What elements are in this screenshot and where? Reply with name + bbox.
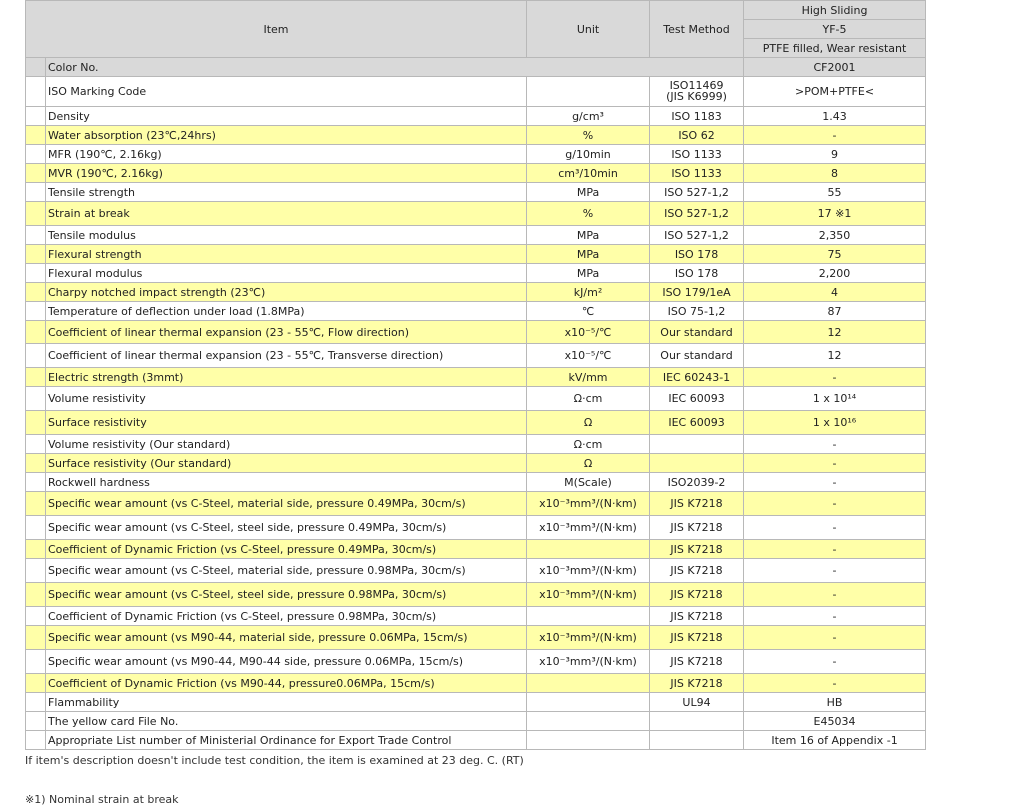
table-row xyxy=(26,387,926,411)
row-test-method: IEC 60093 xyxy=(650,411,744,435)
row-unit: g/10min xyxy=(527,145,650,164)
iso-method-line2: (JIS K6999) xyxy=(666,90,727,103)
row-unit: ℃ xyxy=(527,302,650,321)
row-value: - xyxy=(744,473,926,492)
row-value: 8 xyxy=(744,164,926,183)
row-unit: Ω·cm xyxy=(527,435,650,454)
row-test-method: JIS K7218 xyxy=(650,559,744,583)
row-item: Tensile modulus xyxy=(46,226,527,245)
row-item: Charpy notched impact strength (23℃) xyxy=(46,283,527,302)
row-item: Coefficient of Dynamic Friction (vs C-Steel, pressure 0.98MPa, 30cm/s) xyxy=(46,607,527,626)
row-unit: MPa xyxy=(527,264,650,283)
row-test-method: JIS K7218 xyxy=(650,650,744,674)
row-test-method: JIS K7218 xyxy=(650,540,744,559)
row-marker xyxy=(26,245,46,264)
row-unit: x10⁻³mm³/(N·km) xyxy=(527,583,650,607)
row-unit: % xyxy=(527,126,650,145)
iso-method-line1: ISO11469 xyxy=(669,79,724,92)
row-item: Electric strength (3mmt) xyxy=(46,368,527,387)
table-row xyxy=(26,712,926,731)
iso-unit xyxy=(527,77,650,107)
row-marker xyxy=(26,473,46,492)
table-row xyxy=(26,626,926,650)
row-marker xyxy=(26,302,46,321)
table-row xyxy=(26,321,926,344)
row-test-method xyxy=(650,712,744,731)
row-marker xyxy=(26,145,46,164)
row-item: Temperature of deflection under load (1.8MPa) xyxy=(46,302,527,321)
row-item: Specific wear amount (vs C-Steel, material side, pressure 0.98MPa, 30cm/s) xyxy=(46,559,527,583)
color-row xyxy=(26,58,926,77)
row-marker xyxy=(26,626,46,650)
row-value: 55 xyxy=(744,183,926,202)
row-marker xyxy=(26,283,46,302)
spec-table xyxy=(25,0,926,750)
row-item: Coefficient of linear thermal expansion (23 - 55℃, Flow direction) xyxy=(46,321,527,344)
row-item: Specific wear amount (vs M90-44, material side, pressure 0.06MPa, 15cm/s) xyxy=(46,626,527,650)
table-row xyxy=(26,454,926,473)
row-test-method xyxy=(650,731,744,750)
row-unit: g/cm³ xyxy=(527,107,650,126)
table-row xyxy=(26,650,926,674)
row-test-method: ISO 178 xyxy=(650,264,744,283)
row-test-method: ISO 527-1,2 xyxy=(650,183,744,202)
iso-method xyxy=(650,77,744,107)
row-marker xyxy=(26,674,46,693)
row-test-method: JIS K7218 xyxy=(650,492,744,516)
row-test-method: Our standard xyxy=(650,321,744,344)
table-row xyxy=(26,693,926,712)
iso-value: >POM+PTFE< xyxy=(744,77,926,107)
row-test-method: ISO 62 xyxy=(650,126,744,145)
row-item: Density xyxy=(46,107,527,126)
header-unit: Unit xyxy=(527,1,650,58)
row-marker xyxy=(26,693,46,712)
row-marker xyxy=(26,454,46,473)
row-item: Water absorption (23℃,24hrs) xyxy=(46,126,527,145)
table-row xyxy=(26,264,926,283)
row-marker xyxy=(26,492,46,516)
row-test-method: JIS K7218 xyxy=(650,674,744,693)
row-value: - xyxy=(744,607,926,626)
row-test-method: IEC 60243-1 xyxy=(650,368,744,387)
row-marker xyxy=(26,559,46,583)
table-row xyxy=(26,607,926,626)
row-value: - xyxy=(744,454,926,473)
row-marker xyxy=(26,387,46,411)
row-test-method: ISO 178 xyxy=(650,245,744,264)
row-test-method: ISO 527-1,2 xyxy=(650,226,744,245)
row-test-method: JIS K7218 xyxy=(650,607,744,626)
row-unit: x10⁻³mm³/(N·km) xyxy=(527,626,650,650)
row-marker xyxy=(26,650,46,674)
table-row xyxy=(26,674,926,693)
row-test-method: ISO 1133 xyxy=(650,145,744,164)
row-value: 2,200 xyxy=(744,264,926,283)
row-test-method xyxy=(650,435,744,454)
header-test-method: Test Method xyxy=(650,1,744,58)
row-test-method: ISO 1183 xyxy=(650,107,744,126)
row-unit: Ω xyxy=(527,454,650,473)
table-row xyxy=(26,145,926,164)
row-unit xyxy=(527,693,650,712)
row-marker xyxy=(26,107,46,126)
row-unit: x10⁻³mm³/(N·km) xyxy=(527,492,650,516)
table-row xyxy=(26,540,926,559)
row-unit xyxy=(527,607,650,626)
row-marker xyxy=(26,164,46,183)
row-test-method: UL94 xyxy=(650,693,744,712)
row-marker xyxy=(26,126,46,145)
row-marker xyxy=(26,58,46,77)
row-item: MFR (190℃, 2.16kg) xyxy=(46,145,527,164)
row-value: 2,350 xyxy=(744,226,926,245)
row-test-method: JIS K7218 xyxy=(650,626,744,650)
row-item: Coefficient of Dynamic Friction (vs M90-44, pressure0.06MPa, 15cm/s) xyxy=(46,674,527,693)
table-row xyxy=(26,183,926,202)
table-row xyxy=(26,473,926,492)
row-item: Rockwell hardness xyxy=(46,473,527,492)
row-value: - xyxy=(744,492,926,516)
color-value: CF2001 xyxy=(744,58,926,77)
color-label: Color No. xyxy=(46,58,744,77)
row-test-method: JIS K7218 xyxy=(650,516,744,540)
row-item: Tensile strength xyxy=(46,183,527,202)
row-value: Item 16 of Appendix -1 xyxy=(744,731,926,750)
table-row xyxy=(26,516,926,540)
row-unit: x10⁻³mm³/(N·km) xyxy=(527,516,650,540)
row-value: 17 ※1 xyxy=(744,202,926,226)
row-unit: kV/mm xyxy=(527,368,650,387)
row-value: 4 xyxy=(744,283,926,302)
header-grade-group: High Sliding xyxy=(744,1,926,20)
row-value: - xyxy=(744,368,926,387)
row-item: MVR (190℃, 2.16kg) xyxy=(46,164,527,183)
row-unit: MPa xyxy=(527,226,650,245)
row-marker xyxy=(26,77,46,107)
table-row xyxy=(26,559,926,583)
row-value: 75 xyxy=(744,245,926,264)
row-marker xyxy=(26,202,46,226)
row-item: Appropriate List number of Ministerial Ordinance for Export Trade Control xyxy=(46,731,527,750)
row-value: 12 xyxy=(744,344,926,368)
footnote-2: ※1) Nominal strain at break xyxy=(25,793,179,806)
iso-row xyxy=(26,77,926,107)
row-item: Coefficient of Dynamic Friction (vs C-Steel, pressure 0.49MPa, 30cm/s) xyxy=(46,540,527,559)
row-value: 1 x 10¹⁶ xyxy=(744,411,926,435)
row-unit xyxy=(527,712,650,731)
row-unit: Ω xyxy=(527,411,650,435)
row-test-method: JIS K7218 xyxy=(650,583,744,607)
row-unit: x10⁻³mm³/(N·km) xyxy=(527,650,650,674)
table-row xyxy=(26,435,926,454)
row-item: Specific wear amount (vs C-Steel, steel side, pressure 0.49MPa, 30cm/s) xyxy=(46,516,527,540)
row-value: - xyxy=(744,674,926,693)
header-item: Item xyxy=(26,1,527,58)
row-marker xyxy=(26,712,46,731)
row-value: - xyxy=(744,559,926,583)
row-item: Volume resistivity (Our standard) xyxy=(46,435,527,454)
header-grade-desc: PTFE filled, Wear resistant xyxy=(744,39,926,58)
row-marker xyxy=(26,264,46,283)
row-test-method: Our standard xyxy=(650,344,744,368)
row-marker xyxy=(26,516,46,540)
row-marker xyxy=(26,583,46,607)
table-row xyxy=(26,731,926,750)
table-row xyxy=(26,283,926,302)
table-row xyxy=(26,583,926,607)
table-row xyxy=(26,245,926,264)
row-test-method xyxy=(650,454,744,473)
row-marker xyxy=(26,368,46,387)
row-item: Surface resistivity (Our standard) xyxy=(46,454,527,473)
row-test-method: ISO 1133 xyxy=(650,164,744,183)
row-marker xyxy=(26,435,46,454)
table-row xyxy=(26,202,926,226)
row-value: - xyxy=(744,650,926,674)
table-row xyxy=(26,126,926,145)
row-marker xyxy=(26,607,46,626)
row-unit: MPa xyxy=(527,183,650,202)
table-row xyxy=(26,107,926,126)
row-marker xyxy=(26,321,46,344)
row-item: Surface resistivity xyxy=(46,411,527,435)
row-test-method: ISO 75-1,2 xyxy=(650,302,744,321)
row-test-method: IEC 60093 xyxy=(650,387,744,411)
row-item: Flexural modulus xyxy=(46,264,527,283)
row-value: 1 x 10¹⁴ xyxy=(744,387,926,411)
table-row xyxy=(26,368,926,387)
row-marker xyxy=(26,540,46,559)
row-value: 12 xyxy=(744,321,926,344)
table-row xyxy=(26,344,926,368)
row-unit: x10⁻³mm³/(N·km) xyxy=(527,559,650,583)
row-value: E45034 xyxy=(744,712,926,731)
row-value: 87 xyxy=(744,302,926,321)
row-item: Specific wear amount (vs C-Steel, material side, pressure 0.49MPa, 30cm/s) xyxy=(46,492,527,516)
row-unit: % xyxy=(527,202,650,226)
row-test-method: ISO2039-2 xyxy=(650,473,744,492)
row-test-method: ISO 527-1,2 xyxy=(650,202,744,226)
row-item: Flexural strength xyxy=(46,245,527,264)
row-unit: kJ/m² xyxy=(527,283,650,302)
row-item: Volume resistivity xyxy=(46,387,527,411)
footnote: If item's description doesn't include test condition, the item is examined at 23 deg. C. (RT) xyxy=(25,754,524,767)
row-marker xyxy=(26,226,46,245)
row-unit: Ω·cm xyxy=(527,387,650,411)
iso-label: ISO Marking Code xyxy=(46,77,527,107)
row-unit: MPa xyxy=(527,245,650,264)
row-item: The yellow card File No. xyxy=(46,712,527,731)
row-item: Flammability xyxy=(46,693,527,712)
row-value: - xyxy=(744,516,926,540)
row-value: - xyxy=(744,583,926,607)
row-unit xyxy=(527,674,650,693)
row-test-method: ISO 179/1eA xyxy=(650,283,744,302)
table-row xyxy=(26,492,926,516)
table-row xyxy=(26,226,926,245)
row-value: 1.43 xyxy=(744,107,926,126)
row-unit xyxy=(527,540,650,559)
row-item: Coefficient of linear thermal expansion (23 - 55℃, Transverse direction) xyxy=(46,344,527,368)
row-value: - xyxy=(744,540,926,559)
row-unit: cm³/10min xyxy=(527,164,650,183)
row-value: - xyxy=(744,126,926,145)
row-value: - xyxy=(744,626,926,650)
row-marker xyxy=(26,731,46,750)
table-row xyxy=(26,164,926,183)
row-value: - xyxy=(744,435,926,454)
row-unit xyxy=(527,731,650,750)
row-value: HB xyxy=(744,693,926,712)
row-unit: M(Scale) xyxy=(527,473,650,492)
row-item: Specific wear amount (vs C-Steel, steel side, pressure 0.98MPa, 30cm/s) xyxy=(46,583,527,607)
row-value: 9 xyxy=(744,145,926,164)
row-marker xyxy=(26,411,46,435)
table-row xyxy=(26,411,926,435)
row-marker xyxy=(26,344,46,368)
row-unit: x10⁻⁵/℃ xyxy=(527,344,650,368)
header-grade: YF-5 xyxy=(744,20,926,39)
row-item: Strain at break xyxy=(46,202,527,226)
row-marker xyxy=(26,183,46,202)
row-item: Specific wear amount (vs M90-44, M90-44 side, pressure 0.06MPa, 15cm/s) xyxy=(46,650,527,674)
row-unit: x10⁻⁵/℃ xyxy=(527,321,650,344)
table-row xyxy=(26,302,926,321)
